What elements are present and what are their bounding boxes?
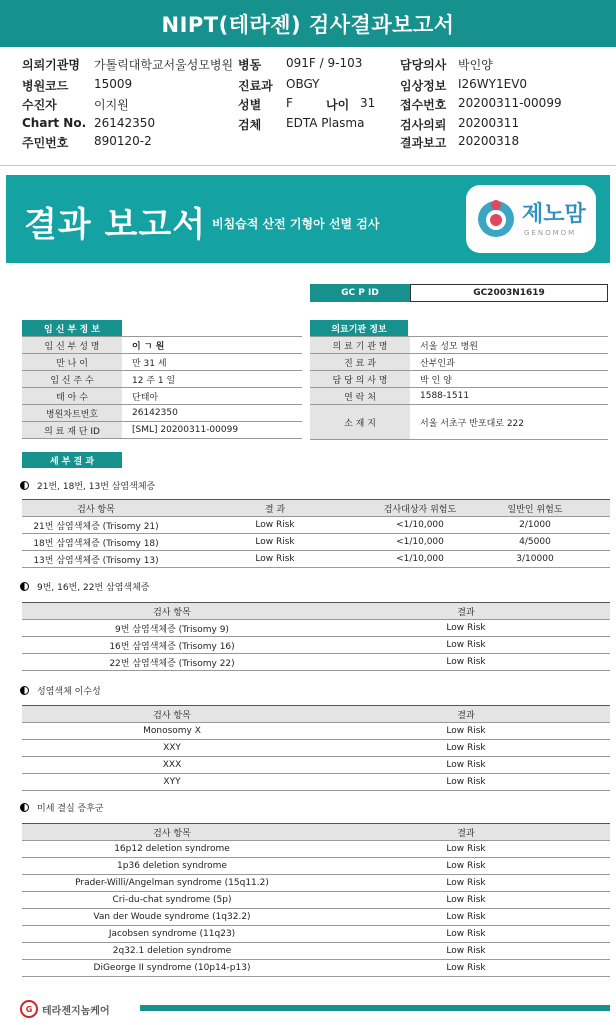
header-value: 15009 — [94, 77, 133, 91]
table-row — [22, 422, 302, 439]
group-heading — [20, 479, 155, 492]
header-value: 091F / 9-103 — [286, 56, 363, 70]
header-label: 검체 — [238, 118, 262, 132]
table-row — [22, 405, 302, 422]
info-key: 의 료 재 단 ID — [22, 422, 122, 439]
test-item: Cri-du-chat syndrome (5p) — [22, 892, 322, 909]
genomom-logo-icon — [476, 197, 516, 241]
header-value: 가톨릭대학교서울성모병원 — [94, 58, 234, 72]
info-value: 단태아 — [122, 388, 302, 405]
test-item: Van der Woude syndrome (1q32.2) — [22, 909, 322, 926]
result-cell: Low Risk — [322, 892, 610, 909]
result-cell: Low Risk — [322, 875, 610, 892]
info-value: 산부인과 — [410, 354, 608, 371]
result-cell: Low Risk — [322, 943, 610, 960]
column-header: 결과 — [322, 603, 610, 620]
header-label: 수진자 — [22, 98, 57, 112]
result-cell: Low Risk — [322, 723, 610, 740]
header-value: 20200311 — [458, 116, 520, 130]
table-row — [310, 354, 608, 371]
table-row — [22, 960, 610, 977]
subject-risk: <1/10,000 — [380, 517, 460, 534]
table-row — [22, 517, 610, 534]
test-item: 1p36 deletion syndrome — [22, 858, 322, 875]
table-row — [22, 943, 610, 960]
table-row — [22, 388, 302, 405]
group-heading — [20, 684, 101, 697]
table-row — [22, 371, 302, 388]
general-risk: 3/10000 — [460, 551, 610, 568]
patient-info-table — [22, 336, 302, 439]
header-value: F — [286, 96, 293, 110]
table-row — [22, 875, 610, 892]
result-cell: Low Risk — [170, 551, 380, 568]
general-risk: 4/5000 — [460, 534, 610, 551]
table-row — [22, 654, 610, 671]
table-row — [22, 909, 610, 926]
group-title: 9번, 16번, 22번 삼염색체증 — [37, 583, 150, 593]
banner-subtitle: 비침습적 산전 기형아 선별 검사 — [212, 217, 380, 231]
group-title: 성염색체 이수성 — [37, 687, 101, 697]
gcpid-label: GC P ID — [310, 284, 410, 302]
header-value: 이지원 — [94, 98, 129, 112]
info-key: 병원차트번호 — [22, 405, 122, 422]
result-cell: Low Risk — [322, 757, 610, 774]
report-title: NIPT(테라젠) 검사결과보고서 — [0, 0, 616, 47]
test-item: Monosomy X — [22, 723, 322, 740]
info-key: 소 재 지 — [310, 405, 410, 440]
column-header: 결 과 — [170, 500, 380, 517]
table-row — [22, 723, 610, 740]
info-key: 임 신 주 수 — [22, 371, 122, 388]
info-value: [SML] 20200311-00099 — [122, 422, 302, 439]
patient-section-title: 임 신 부 정 보 — [22, 320, 122, 336]
result-cell: Low Risk — [322, 620, 610, 637]
footer-bar — [140, 1005, 610, 1011]
result-cell: Low Risk — [322, 654, 610, 671]
table-row — [22, 774, 610, 791]
info-value: 12 주 1 일 — [122, 371, 302, 388]
info-value: 서울 서초구 반포대로 222 — [410, 405, 608, 440]
test-item: 9번 삼염색체증 (Trisomy 9) — [22, 620, 322, 637]
gcpid-box — [310, 284, 608, 302]
genomom-logo — [466, 185, 596, 253]
info-key: 태 아 수 — [22, 388, 122, 405]
table-row — [22, 551, 610, 568]
table-header-row — [22, 706, 610, 723]
banner-title: 결과 보고서 — [24, 205, 207, 245]
company-logo-icon: G — [20, 1000, 38, 1018]
half-circle-icon — [20, 686, 29, 695]
test-item: XXY — [22, 740, 322, 757]
column-header: 검사 항목 — [22, 706, 322, 723]
header-value: 20200311-00099 — [458, 96, 562, 110]
test-item: Prader-Willi/Angelman syndrome (15q11.2) — [22, 875, 322, 892]
column-header: 검사 항목 — [22, 824, 322, 841]
table-row — [22, 637, 610, 654]
test-item: XYY — [22, 774, 322, 791]
table-header-row — [22, 824, 610, 841]
result-cell: Low Risk — [322, 909, 610, 926]
group-title: 21번, 18번, 13번 삼염색체증 — [37, 482, 156, 492]
header-value: OBGY — [286, 77, 320, 91]
table-row — [22, 757, 610, 774]
header-label: 나이 — [326, 98, 350, 112]
hospital-section-title: 의료기관 정보 — [310, 320, 408, 336]
result-banner — [6, 175, 610, 263]
header-label: 병원코드 — [22, 79, 69, 93]
test-item: 18번 삼염색체증 (Trisomy 18) — [22, 534, 170, 551]
company-logo — [20, 1000, 110, 1018]
trisomy-additional-table — [22, 602, 610, 671]
info-value: 서울 성모 병원 — [410, 337, 608, 354]
header-value: EDTA Plasma — [286, 116, 365, 130]
subject-risk: <1/10,000 — [380, 551, 460, 568]
header-value: 31 — [360, 96, 376, 110]
table-row — [310, 371, 608, 388]
info-value: 이 ㄱ 원 — [122, 337, 302, 354]
subject-risk: <1/10,000 — [380, 534, 460, 551]
column-header: 검사 항목 — [22, 500, 170, 517]
logo-subtext: GENOMOM — [524, 229, 577, 237]
column-header: 결과 — [322, 824, 610, 841]
column-header: 일반인 위험도 — [460, 500, 610, 517]
group-title: 미세 결실 증후군 — [37, 804, 104, 814]
company-name: 테라젠지놈케어 — [42, 1005, 110, 1017]
header-label: 의뢰기관명 — [22, 58, 80, 72]
table-row — [310, 337, 608, 354]
result-cell: Low Risk — [322, 774, 610, 791]
half-circle-icon — [20, 803, 29, 812]
hospital-info-table — [310, 336, 608, 440]
info-key: 만 나 이 — [22, 354, 122, 371]
result-cell: Low Risk — [322, 926, 610, 943]
header-value: 26142350 — [94, 116, 156, 130]
header-value: I26WY1EV0 — [458, 77, 528, 91]
microdeletion-table — [22, 823, 610, 977]
info-value: 만 31 세 — [122, 354, 302, 371]
trisomy-main-table — [22, 499, 610, 568]
gcpid-value: GC2003N1619 — [410, 284, 608, 302]
table-row — [310, 405, 608, 440]
test-item: 22번 삼염색체증 (Trisomy 22) — [22, 654, 322, 671]
table-row — [310, 388, 608, 405]
header-value: 20200318 — [458, 134, 520, 148]
divider — [0, 165, 616, 166]
result-cell: Low Risk — [170, 534, 380, 551]
test-item: 2q32.1 deletion syndrome — [22, 943, 322, 960]
table-row — [22, 858, 610, 875]
table-row — [22, 534, 610, 551]
table-row — [22, 337, 302, 354]
header-label: 접수번호 — [400, 98, 447, 112]
result-cell: Low Risk — [322, 637, 610, 654]
info-value: 1588-1511 — [410, 388, 608, 405]
header-label: 주민번호 — [22, 136, 69, 150]
test-item: 16번 삼염색체증 (Trisomy 16) — [22, 637, 322, 654]
logo-text: 제노맘 — [522, 202, 586, 227]
result-cell: Low Risk — [322, 740, 610, 757]
table-row — [22, 740, 610, 757]
test-item: XXX — [22, 757, 322, 774]
test-item: 16p12 deletion syndrome — [22, 841, 322, 858]
result-cell: Low Risk — [322, 858, 610, 875]
header-label: Chart No. — [22, 116, 87, 130]
group-heading — [20, 580, 150, 593]
report-header — [0, 52, 616, 162]
header-label: 병동 — [238, 58, 262, 72]
table-row — [22, 620, 610, 637]
header-value: 박인양 — [458, 58, 493, 72]
result-cell: Low Risk — [322, 960, 610, 977]
info-key: 임 신 부 성 명 — [22, 337, 122, 354]
table-row — [22, 926, 610, 943]
detail-section-title: 세 부 결 과 — [22, 452, 122, 468]
table-row — [22, 841, 610, 858]
test-item: DiGeorge II syndrome (10p14-p13) — [22, 960, 322, 977]
header-label: 성별 — [238, 98, 262, 112]
half-circle-icon — [20, 481, 29, 490]
general-risk: 2/1000 — [460, 517, 610, 534]
sex-chromosome-table — [22, 705, 610, 791]
table-header-row — [22, 500, 610, 517]
header-label: 진료과 — [238, 79, 273, 93]
info-value: 박 인 양 — [410, 371, 608, 388]
test-item: Jacobsen syndrome (11q23) — [22, 926, 322, 943]
table-row — [22, 892, 610, 909]
header-value: 890120-2 — [94, 134, 152, 148]
result-cell: Low Risk — [322, 841, 610, 858]
header-label: 결과보고 — [400, 136, 447, 150]
header-label: 검사의뢰 — [400, 118, 447, 132]
table-header-row — [22, 603, 610, 620]
header-label: 임상정보 — [400, 79, 447, 93]
column-header: 검사대상자 위험도 — [380, 500, 460, 517]
header-label: 담당의사 — [400, 58, 447, 72]
test-item: 21번 삼염색체증 (Trisomy 21) — [22, 517, 170, 534]
info-key: 연 락 처 — [310, 388, 410, 405]
result-cell: Low Risk — [170, 517, 380, 534]
info-key: 진 료 과 — [310, 354, 410, 371]
info-value: 26142350 — [122, 405, 302, 422]
half-circle-icon — [20, 582, 29, 591]
test-item: 13번 삼염색체증 (Trisomy 13) — [22, 551, 170, 568]
group-heading — [20, 801, 104, 814]
info-key: 의 료 기 관 명 — [310, 337, 410, 354]
info-key: 담 당 의 사 명 — [310, 371, 410, 388]
column-header: 결과 — [322, 706, 610, 723]
table-row — [22, 354, 302, 371]
column-header: 검사 항목 — [22, 603, 322, 620]
